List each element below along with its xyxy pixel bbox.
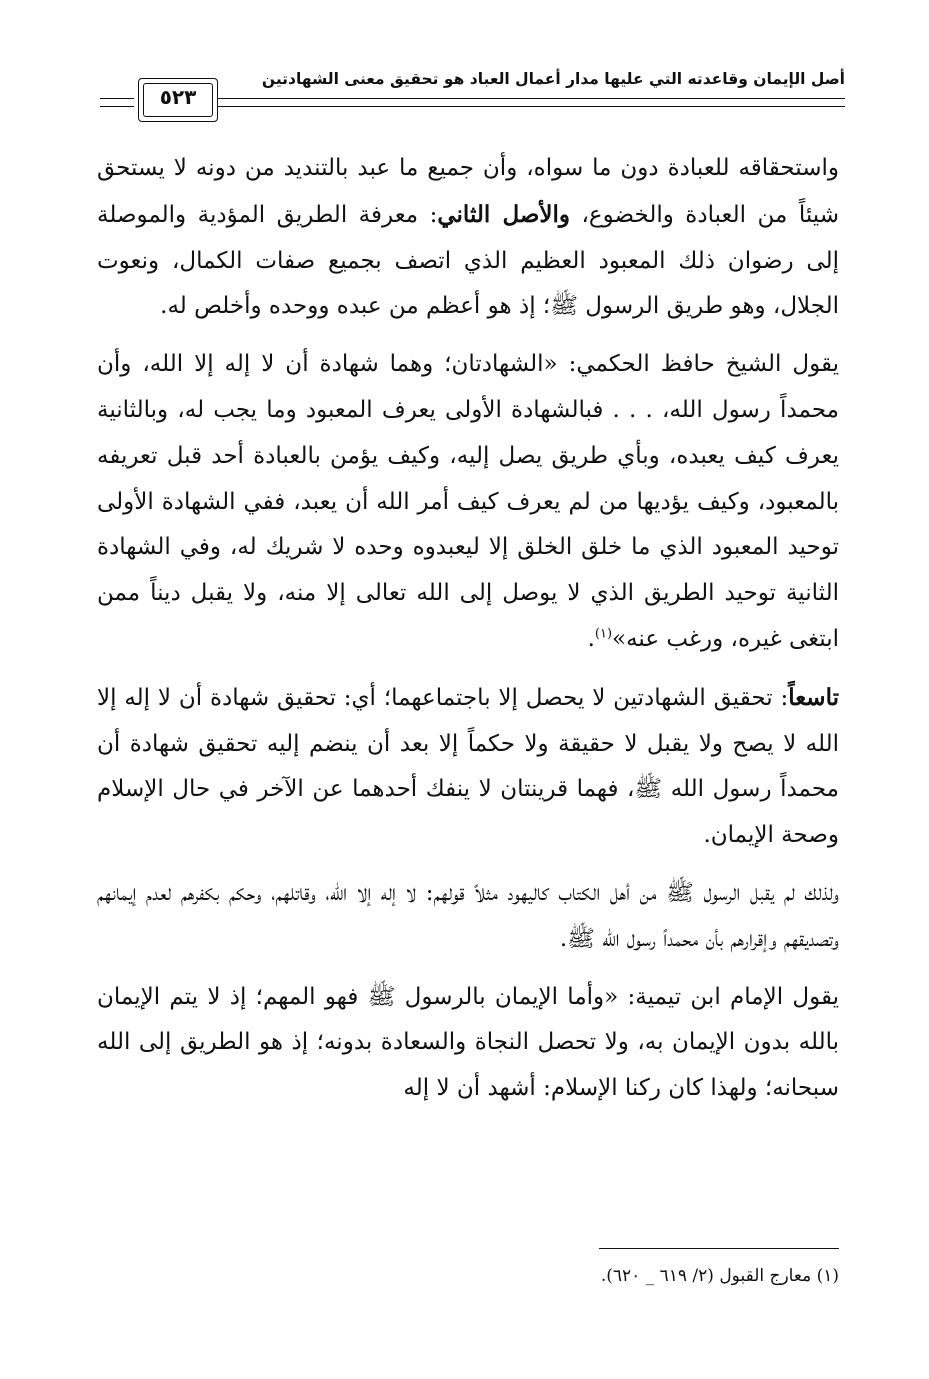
page-number: ٥٢٣ (159, 85, 197, 109)
header-rule-right (217, 98, 845, 107)
page-number-frame (138, 78, 218, 122)
paragraph-3-heading: تاسعاً (788, 683, 839, 711)
paragraph-1-part-b: : معرفة الطريق المؤدية والموصلة إلى رضوان ذلك المعبود العظيم الذي اتصف بجميع صفات الكمال، ونعوت الجلال، وهو طريق الرسول ﷺ؛ إذ هو أعظم من عبده ووحده وأخلص له. (97, 201, 839, 320)
paragraph-3-text: : تحقيق الشهادتين لا يحصل إلا باجتماعهما؛ أي: تحقيق شهادة أن لا إله إلا الله لا يصح ولا يقبل لا حقيقة ولا حكماً إلا بعد أن ينضم إليه تحقيق شهادة أن محمداً رسول الله ﷺ، فهما قرينتان لا ينفك أحدهما عن الآخر في حال الإسلام وصحة الإيمان. (97, 684, 839, 849)
paragraph-5-text: يقول الإمام ابن تيمية: «وأما الإيمان بالرسول ﷺ فهو المهم؛ إذ لا يتم الإيمان بالله بدون الإيمان به، ولا تحصل النجاة والسعادة بدونه؛ إذ هو الطريق إلى الله سبحانه؛ ولهذا كان ركنا الإسلام: أشهد أن لا إله (97, 983, 839, 1102)
footnote-separator (599, 1248, 839, 1249)
footnote: (١) معارج القبول (٢/ ٦١٩ _ ٦٢٠). (600, 1266, 839, 1286)
footnote-reference: (١) (594, 626, 613, 642)
paragraph-2 (97, 342, 839, 663)
paragraph-2-end: . (587, 625, 595, 652)
running-title: أصل الإيمان وقاعدته التي عليها مدار أعمال العباد هو تحقيق معنى الشهادتين (261, 70, 845, 88)
paragraph-2-text: يقول الشيخ حافظ الحكمي: «الشهادتان؛ وهما شهادة أن لا إله إلا الله، وأن محمداً رسول الله، . . . فبالشهادة الأولى يعرف المعبود وما يجب له، وبالثانية يعرف كيف يعبده، وبأي طريق يصل إليه، وكيف يؤمن بالعبادة أحد قبل تعريفه بالمعبود، وكيف يؤديها من لم يعرف كيف أمر الله أن يعبد، ففي الشهادة الأولى توحيد المعبود الذي ما خلق الخلق إلا ليعبدوه وحده لا شريك له، وفي الشهادة الثانية توحيد الطريق الذي لا يوصل إلى الله تعالى إلا منه، ولا يقبل ديناً ممن ابتغى غيره، ورغب عنه» (97, 351, 839, 652)
paragraph-1-bold-term: والأصل الثاني (437, 200, 571, 228)
paragraph-4 (97, 871, 839, 963)
paragraph-3 (97, 675, 839, 859)
paragraph-5 (97, 975, 839, 1112)
paragraph-1-part-a: واستحقاقه للعبادة دون ما سواه، وأن جميع ما عبد بالتنديد من دونه لا يستحق شيئاً من العبادة والخضوع، (97, 155, 839, 228)
header-rule-left (100, 98, 134, 107)
paragraph-4-text: ولذلك لم يقبل الرسول ﷺ من أهل الكتاب كاليهود مثلاً قولهم: لا إله إلا الله، وقاتلهم، وحكم بكفرهم لعدم إيمانهم وتصديقهم وإقرارهم بأن محمداً رسول الله ﷺ. (97, 879, 839, 952)
paragraph-1 (97, 146, 839, 330)
main-text (97, 146, 839, 1112)
page-header (100, 62, 845, 132)
